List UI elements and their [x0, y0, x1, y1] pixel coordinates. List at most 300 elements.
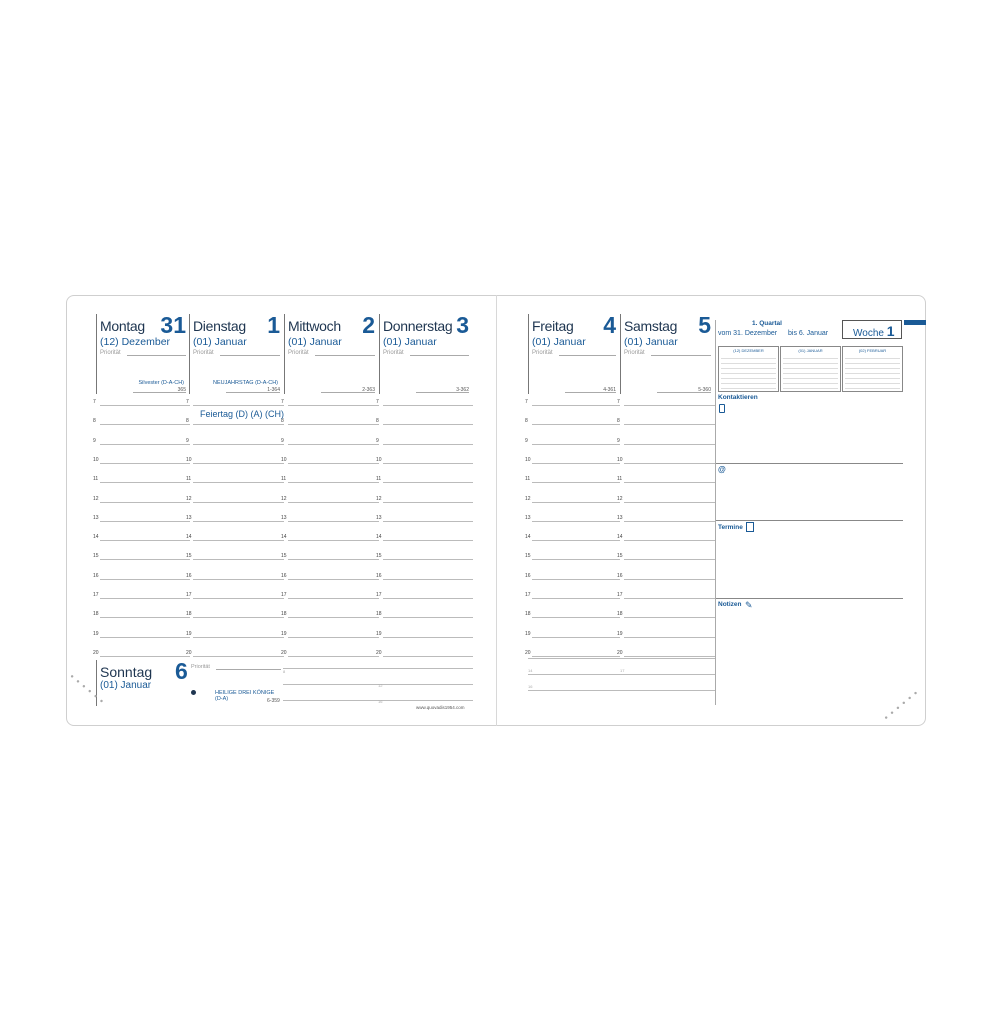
- website-url: www.quovadis1954.com: [416, 705, 465, 710]
- hour-line: [383, 482, 473, 483]
- hour-row[interactable]: [376, 531, 473, 550]
- hour-label: 12: [186, 495, 192, 502]
- day-name: Dienstag: [193, 318, 246, 334]
- day-month: (01) Januar: [193, 336, 247, 348]
- notizen-label: Notizen: [718, 601, 742, 608]
- hour-label: 17: [281, 592, 287, 598]
- hour-line: [100, 444, 190, 445]
- day-number: 4: [603, 312, 616, 338]
- hour-row[interactable]: [376, 493, 473, 512]
- day-column-wednesday[interactable]: [284, 314, 379, 394]
- priority-line: [220, 355, 280, 356]
- hour-column[interactable]: [281, 396, 382, 658]
- hour-line: [383, 444, 473, 445]
- hour-line: [288, 598, 379, 599]
- hour-line: [624, 424, 715, 425]
- hour-line: [383, 617, 473, 618]
- day-month: (01) Januar: [624, 336, 678, 348]
- hour-line: [193, 444, 284, 445]
- hour-row[interactable]: [617, 628, 715, 647]
- hour-line: [532, 463, 620, 464]
- hour-line: [383, 405, 473, 406]
- hour-row[interactable]: [525, 512, 620, 531]
- mini-calendar-dec: [718, 346, 779, 392]
- hour-row[interactable]: [186, 608, 284, 627]
- hour-label: 15: [376, 553, 382, 560]
- phone-icon: [719, 404, 725, 413]
- hour-label: 7: [186, 399, 189, 405]
- hour-row[interactable]: [93, 396, 190, 415]
- holiday-label: NEUJAHRSTAG (D-A-CH): [213, 380, 278, 386]
- hour-label: 10: [525, 456, 531, 463]
- hour-label: 8: [376, 418, 379, 425]
- hour-row[interactable]: [281, 608, 379, 627]
- hour-line: [624, 637, 715, 638]
- hour-row[interactable]: [376, 589, 473, 608]
- hour-row[interactable]: [93, 473, 190, 492]
- hour-row[interactable]: [617, 396, 715, 415]
- hour-label: 19: [525, 630, 531, 637]
- hour-row[interactable]: [617, 493, 715, 512]
- priority-label: Priorität: [288, 350, 309, 356]
- hour-line: [100, 637, 190, 638]
- hour-row[interactable]: [525, 608, 620, 627]
- hour-row[interactable]: [281, 512, 379, 531]
- day-index: 3-362: [456, 387, 469, 393]
- hour-row[interactable]: [617, 473, 715, 492]
- hour-row[interactable]: [525, 454, 620, 473]
- hour-column[interactable]: [93, 396, 190, 658]
- hour-line: [624, 559, 715, 560]
- hour-label: 15: [525, 553, 531, 560]
- hour-row[interactable]: [281, 473, 382, 492]
- hour-row[interactable]: [617, 415, 715, 434]
- hour-line: [100, 502, 190, 503]
- hour-label: 7: [376, 399, 379, 405]
- hour-row[interactable]: [376, 608, 473, 627]
- day-month: (01) Januar: [288, 336, 342, 348]
- hour-label: 11: [281, 476, 287, 483]
- day-name: Sonntag: [100, 664, 153, 680]
- hour-label: 19: [281, 630, 287, 637]
- feiertag-stamp: Feiertag (D) (A) (CH): [200, 409, 285, 419]
- hour-line: [288, 540, 379, 541]
- hour-row[interactable]: [281, 550, 379, 569]
- hour-label: 10: [376, 456, 382, 463]
- hour-line: [624, 617, 715, 618]
- day-column-sunday[interactable]: [96, 660, 189, 706]
- hour-line: [532, 482, 620, 483]
- hour-line: [624, 598, 715, 599]
- hour-label: 16: [93, 572, 99, 579]
- hour-row[interactable]: [186, 550, 284, 569]
- hour-label: 8: [617, 418, 620, 425]
- hour-row[interactable]: [93, 550, 190, 569]
- hour-line: [624, 521, 715, 522]
- hour-label: 17: [186, 592, 192, 598]
- hour-line: [100, 521, 190, 522]
- pen-icon: ✎: [745, 600, 753, 610]
- holiday-label: Silvester (D-A-CH): [138, 380, 184, 386]
- hour-label: 11: [525, 476, 531, 483]
- hour-row[interactable]: [525, 570, 620, 589]
- hour-row[interactable]: [617, 454, 715, 473]
- hour-row[interactable]: [617, 531, 715, 550]
- hour-label: 15: [186, 553, 192, 560]
- hour-label: 11: [617, 476, 623, 483]
- hour-row[interactable]: [93, 454, 190, 473]
- day-name: Donnerstag: [383, 318, 453, 334]
- hour-row[interactable]: [525, 493, 620, 512]
- hour-row[interactable]: [525, 531, 620, 550]
- hour-line: [193, 617, 284, 618]
- day-baseline: [565, 392, 616, 393]
- hour-line: [100, 463, 190, 464]
- hour-line: [624, 482, 715, 483]
- hour-label: 8: [525, 418, 528, 425]
- hour-line: [100, 617, 190, 618]
- hour-line: [288, 463, 379, 464]
- day-number: 2: [362, 312, 375, 338]
- hour-label: 15: [281, 553, 287, 560]
- hour-label: 15: [617, 553, 623, 560]
- hour-line: [532, 540, 620, 541]
- hour-label: 16: [617, 572, 623, 579]
- hour-label: 11: [93, 476, 99, 483]
- hour-row[interactable]: [525, 550, 620, 569]
- hour-label: 17: [376, 592, 382, 598]
- hour-column[interactable]: [376, 396, 473, 658]
- hour-label: 12: [376, 495, 382, 502]
- hour-row[interactable]: [281, 531, 379, 550]
- hour-row[interactable]: [525, 628, 620, 647]
- day-column-friday[interactable]: [528, 314, 620, 394]
- hour-label: 7: [281, 399, 284, 405]
- hour-row[interactable]: [525, 473, 623, 492]
- week-number-box: [842, 320, 902, 339]
- hour-row[interactable]: [281, 396, 379, 415]
- hour-label: 19: [376, 630, 382, 637]
- day-column-thursday[interactable]: [379, 314, 473, 394]
- hour-row[interactable]: [93, 415, 190, 434]
- hour-line: [193, 502, 284, 503]
- day-baseline: [321, 392, 375, 393]
- hour-label: 13: [525, 514, 531, 521]
- priority-line: [559, 355, 616, 356]
- hour-line: [288, 656, 379, 657]
- hour-label: 8: [281, 418, 284, 425]
- hour-row[interactable]: [281, 415, 379, 434]
- hour-row[interactable]: [281, 647, 379, 666]
- hour-row[interactable]: [376, 628, 473, 647]
- hour-line: [193, 656, 284, 657]
- hour-row[interactable]: [186, 435, 284, 454]
- hour-row[interactable]: [186, 570, 284, 589]
- hour-label: 13: [376, 514, 382, 521]
- hour-row[interactable]: [376, 415, 473, 434]
- day-name: Mittwoch: [288, 318, 341, 334]
- hour-line: [288, 424, 379, 425]
- hour-line: [383, 424, 473, 425]
- hour-label: 13: [617, 514, 623, 521]
- priority-label: Priorität: [532, 350, 553, 356]
- priority-line: [315, 355, 375, 356]
- hour-line: [193, 521, 284, 522]
- hour-row[interactable]: [525, 415, 620, 434]
- perforation-right: • • • • • •: [881, 687, 921, 723]
- hour-line: [383, 502, 473, 503]
- hour-label: 18: [525, 611, 531, 618]
- hour-line: [624, 579, 715, 580]
- day-baseline: [416, 392, 469, 393]
- hour-row[interactable]: [281, 589, 379, 608]
- hour-line: [383, 521, 473, 522]
- hour-line: [383, 579, 473, 580]
- hour-label: 20: [281, 649, 287, 656]
- hour-row[interactable]: [376, 454, 473, 473]
- hour-column[interactable]: [186, 396, 287, 658]
- day-index: 5-360: [698, 387, 711, 393]
- hour-line: [532, 502, 620, 503]
- hour-line: [193, 540, 284, 541]
- hour-row[interactable]: [376, 435, 473, 454]
- hour-label: 14: [93, 534, 99, 541]
- hour-line: [193, 559, 284, 560]
- hour-row[interactable]: [186, 628, 284, 647]
- divider: [716, 520, 903, 521]
- priority-label: Priorität: [383, 350, 404, 356]
- week-tab-bar: [904, 320, 926, 325]
- hour-line: [288, 637, 379, 638]
- calendar-icon: [746, 522, 754, 532]
- hour-label: 16: [186, 572, 192, 579]
- hour-row[interactable]: [186, 589, 284, 608]
- hour-row[interactable]: [376, 396, 473, 415]
- hour-row[interactable]: [525, 435, 620, 454]
- hour-label: 16: [281, 572, 287, 579]
- hour-label: 7: [525, 399, 528, 405]
- hour-label: 10: [186, 456, 192, 463]
- hour-row[interactable]: [617, 512, 715, 531]
- sunday-notes[interactable]: [191, 660, 281, 708]
- hour-row[interactable]: [617, 435, 715, 454]
- hour-label: 14: [525, 534, 531, 541]
- hour-row[interactable]: [93, 512, 190, 531]
- hour-line: [288, 502, 379, 503]
- quarter-label: 1. Quartal: [752, 320, 782, 327]
- week-to: bis 6. Januar: [788, 330, 829, 337]
- hour-line: [193, 598, 284, 599]
- hour-label: 14: [186, 534, 192, 541]
- day-baseline: [133, 392, 186, 393]
- hour-label: 12: [525, 495, 531, 502]
- hour-column[interactable]: [525, 396, 623, 658]
- bullet-dot: [191, 690, 196, 695]
- hour-row[interactable]: [376, 550, 473, 569]
- hour-row[interactable]: [93, 608, 190, 627]
- hour-label: 13: [93, 514, 99, 521]
- hour-label: 7: [93, 399, 96, 405]
- divider: [716, 598, 903, 599]
- hour-line: [383, 598, 473, 599]
- hour-row[interactable]: [281, 454, 379, 473]
- hour-label: 20: [617, 649, 623, 656]
- hour-label: 10: [93, 456, 99, 463]
- day-baseline: [657, 392, 711, 393]
- hour-row[interactable]: [186, 454, 284, 473]
- hour-line: [532, 617, 620, 618]
- week-label: Woche: [853, 328, 884, 339]
- hour-row[interactable]: [376, 473, 473, 492]
- hour-line: [532, 559, 620, 560]
- hour-line: [100, 656, 190, 657]
- hour-row[interactable]: [525, 589, 620, 608]
- hour-label: 13: [281, 514, 287, 521]
- hour-label: 12: [93, 495, 99, 502]
- hour-label: 9: [525, 437, 528, 444]
- hour-row[interactable]: [186, 493, 284, 512]
- hour-label: 11: [376, 476, 382, 483]
- hour-label: 20: [525, 649, 531, 656]
- day-month: (01) Januar: [532, 336, 586, 348]
- hour-label: 18: [93, 611, 99, 618]
- hour-label: 16: [525, 572, 531, 579]
- priority-label: Priorität: [624, 350, 645, 356]
- priority-line: [410, 355, 469, 356]
- hour-line: [624, 463, 715, 464]
- hour-label: 17: [525, 592, 531, 598]
- hour-label: 14: [281, 534, 287, 541]
- week-number: 1: [886, 323, 895, 339]
- day-number: 6: [175, 658, 188, 684]
- priority-label: Priorität: [100, 350, 121, 356]
- hour-row[interactable]: [93, 435, 190, 454]
- hour-row[interactable]: [617, 570, 715, 589]
- day-column-monday[interactable]: [96, 314, 190, 394]
- hour-row[interactable]: [281, 493, 379, 512]
- hour-line: [532, 637, 620, 638]
- hour-label: 18: [617, 611, 623, 618]
- hour-row[interactable]: [617, 550, 715, 569]
- hour-line: [288, 559, 379, 560]
- hour-label: 12: [617, 495, 623, 502]
- hour-row[interactable]: [376, 512, 473, 531]
- perforation-left: • • • • • •: [67, 671, 107, 707]
- hour-label: 11: [186, 476, 192, 483]
- day-column-saturday[interactable]: [620, 314, 715, 394]
- hour-line: [532, 598, 620, 599]
- hour-label: 9: [93, 437, 96, 444]
- hour-row[interactable]: [376, 570, 473, 589]
- hour-row[interactable]: [617, 647, 715, 666]
- hour-line: [383, 637, 473, 638]
- hour-row[interactable]: [617, 589, 715, 608]
- hour-label: 18: [186, 611, 192, 618]
- hour-label: 14: [376, 534, 382, 541]
- day-month: (01) Januar: [100, 680, 152, 691]
- hour-line: [288, 521, 379, 522]
- hour-line: [532, 521, 620, 522]
- hour-line: [624, 540, 715, 541]
- mini-calendar-jan: [780, 346, 841, 392]
- hour-row[interactable]: [93, 628, 190, 647]
- hour-line: [624, 444, 715, 445]
- priority-line: [127, 355, 186, 356]
- hour-row[interactable]: [186, 512, 284, 531]
- hour-line: [193, 424, 284, 425]
- hour-line: [532, 656, 620, 657]
- hour-label: 20: [93, 649, 99, 656]
- hour-row[interactable]: [93, 493, 190, 512]
- hour-row[interactable]: [93, 589, 190, 608]
- hour-row[interactable]: [186, 531, 284, 550]
- holiday-label: HEILIGE DREI KÖNIGE (D-A): [215, 690, 275, 702]
- hour-row[interactable]: [93, 570, 190, 589]
- hour-row[interactable]: [281, 628, 379, 647]
- day-index: 6-359: [267, 698, 280, 704]
- hour-line: [100, 559, 190, 560]
- hour-row[interactable]: [93, 531, 190, 550]
- hour-line: [193, 579, 284, 580]
- hour-row[interactable]: [617, 608, 715, 627]
- hour-label: 20: [186, 649, 192, 656]
- hour-row[interactable]: [281, 435, 379, 454]
- hour-line: [383, 463, 473, 464]
- hour-row[interactable]: [525, 647, 620, 666]
- hour-column[interactable]: [617, 396, 715, 658]
- hour-row[interactable]: [186, 473, 287, 492]
- hour-line: [193, 482, 284, 483]
- hour-line: [383, 559, 473, 560]
- hour-label: 9: [376, 437, 379, 444]
- mini-calendar-title: (02) FEBRUAR: [858, 348, 887, 353]
- day-number: 5: [698, 312, 711, 338]
- hour-line: [100, 540, 190, 541]
- hour-label: 14: [617, 534, 623, 541]
- hour-label: 18: [281, 611, 287, 618]
- hour-line: [532, 444, 620, 445]
- hour-line: [288, 405, 379, 406]
- day-month: (12) Dezember: [100, 336, 171, 348]
- priority-line: [651, 355, 711, 356]
- hour-line: [532, 424, 620, 425]
- day-name: Montag: [100, 318, 145, 334]
- divider: [716, 463, 903, 464]
- hour-label: 10: [281, 456, 287, 463]
- day-column-tuesday[interactable]: [189, 314, 284, 394]
- hour-label: 9: [186, 437, 189, 444]
- hour-line: [193, 637, 284, 638]
- hour-line: [288, 482, 379, 483]
- day-number: 1: [267, 312, 280, 338]
- hour-label: 13: [186, 514, 192, 521]
- hour-row[interactable]: [376, 647, 473, 666]
- hour-label: 9: [617, 437, 620, 444]
- hour-row[interactable]: [525, 396, 620, 415]
- hour-label: 19: [93, 630, 99, 637]
- day-index: 1-364: [267, 387, 280, 393]
- hour-label: 9: [281, 437, 284, 444]
- spine: [496, 295, 497, 726]
- hour-label: 19: [617, 630, 623, 637]
- hour-row[interactable]: [281, 570, 379, 589]
- kontakt-label: Kontaktieren: [718, 394, 758, 401]
- hour-label: 8: [186, 418, 189, 425]
- week-from: vom 31. Dezember: [718, 330, 778, 337]
- hour-line: [624, 502, 715, 503]
- hour-label: 20: [376, 649, 382, 656]
- termine-label: Termine: [718, 524, 743, 531]
